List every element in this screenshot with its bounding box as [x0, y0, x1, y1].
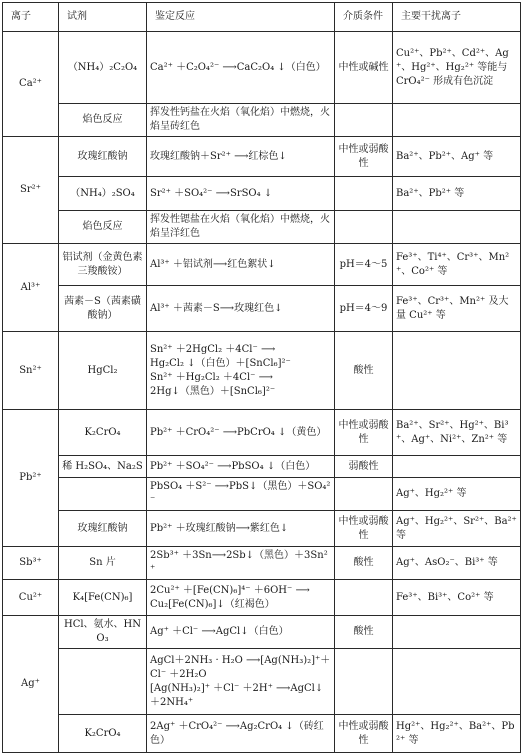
reagent-cell: 焰色反应: [59, 211, 147, 244]
interference-cell: [393, 211, 521, 244]
header-reaction: 鉴定反应: [147, 3, 335, 32]
table-row: [3, 104, 521, 137]
interference-cell: Ba²⁺、Pb²⁺、Ag⁺ 等: [393, 137, 521, 177]
reaction-cell: [147, 286, 335, 332]
condition-cell: [335, 649, 393, 715]
table-row: [3, 244, 521, 286]
reagent-cell: 茜素－S（茜素磺酸钠）: [59, 286, 147, 332]
reaction-cell: [147, 715, 335, 753]
interference-cell: [393, 649, 521, 715]
reaction-cell: [147, 478, 335, 511]
table-row: [3, 332, 521, 410]
condition-cell: pH＝4～9: [335, 286, 393, 332]
reaction-line: Pb²⁺ ＋CrO₄²⁻ ⟶PbCrO₄ ↓（黄色）: [150, 426, 327, 438]
reaction-cell: [147, 104, 335, 137]
condition-cell: [335, 580, 393, 616]
reagent-cell: 玫瑰红酸钠: [59, 137, 147, 177]
ion-cell: Ca²⁺: [3, 32, 59, 137]
reaction-line: ＋2NH₄⁺: [150, 696, 194, 708]
reaction-line: Ag⁺ ＋Cl⁻ ⟶AgCl↓（白色）: [150, 626, 289, 637]
reaction-line: 2Cu²⁺ ＋[Fe(CN)₆]⁴⁻ ＋6OH⁻ ⟶: [150, 584, 310, 596]
reaction-line: Sn²⁺ ＋2HgCl₂ ＋4Cl⁻ ⟶: [150, 343, 276, 355]
ion-cell: Sn²⁺: [3, 332, 59, 410]
interference-cell: Ag⁺、AsO₂⁻、Bi³⁺ 等: [393, 547, 521, 580]
interference-cell: Fe³⁺、Ti⁴⁺、Cr³⁺、Mn²⁺、Co²⁺ 等: [393, 244, 521, 286]
table-row: [3, 137, 521, 177]
interference-cell: Hg²⁺、Hg₂²⁺、Ba²⁺、Pb²⁺ 等: [393, 715, 521, 753]
reaction-line: 2Hg↓（黑色）＋[SnCl₆]²⁻: [150, 385, 276, 397]
table-row: [3, 649, 521, 715]
table-row: [3, 32, 521, 104]
header-interference: 主要干扰离子: [393, 3, 521, 32]
table-row: [3, 456, 521, 478]
reagent-cell: HCl、氨水、HNO₃: [59, 616, 147, 649]
reaction-cell: [147, 32, 335, 104]
condition-cell: 中性或弱酸性: [335, 410, 393, 456]
header-reagent: 试剂: [59, 3, 147, 32]
table-row: [3, 211, 521, 244]
reaction-cell: [147, 616, 335, 649]
reagent-cell: 焰色反应: [59, 104, 147, 137]
reagent-cell: （NH₄）₂SO₄: [59, 177, 147, 211]
condition-cell: [335, 211, 393, 244]
reaction-line: PbSO₄ ＋S²⁻ ⟶PbS↓（黑色）＋SO₄²⁻: [150, 481, 331, 506]
reagent-cell: 铝试剂（金黄色素三羧酸铵）: [59, 244, 147, 286]
reaction-line: Hg₂Cl₂ ↓（白色）＋[SnCl₆]²⁻: [150, 357, 291, 369]
condition-cell: pH＝4～5: [335, 244, 393, 286]
condition-cell: [335, 177, 393, 211]
ion-cell: Pb²⁺: [3, 410, 59, 547]
reaction-line: Cu₂[Fe(CN)₆]↓（红褐色）: [150, 598, 275, 610]
ion-cell: Al³⁺: [3, 244, 59, 332]
table-row: [3, 177, 521, 211]
reaction-cell: [147, 410, 335, 456]
interference-cell: [393, 104, 521, 137]
ion-identification-table: [2, 2, 521, 753]
reaction-cell: [147, 332, 335, 410]
reaction-cell: [147, 177, 335, 211]
reaction-line: Pb²⁺ ＋SO₄²⁻ ⟶PbSO₄ ↓（白色）: [150, 460, 316, 472]
reagent-cell: K₂CrO₄: [59, 410, 147, 456]
reagent-cell: [59, 649, 147, 715]
reaction-line: Al³⁺ ＋茜素－S⟶玫瑰红色↓: [150, 302, 283, 314]
interference-cell: Ba²⁺、Sr²⁺、Hg²⁺、Bi³⁺、Ag⁺、Ni²⁺、Zn²⁺ 等: [393, 410, 521, 456]
interference-cell: Fe³⁺、Bi³⁺、Co²⁺ 等: [393, 580, 521, 616]
table-row: [3, 715, 521, 753]
reaction-line: 2Sb³⁺ ＋3Sn⟶2Sb↓（黑色）＋3Sn²⁺: [150, 550, 328, 575]
condition-cell: 酸性: [335, 616, 393, 649]
table-row: [3, 478, 521, 511]
interference-cell: Cu²⁺、Pb²⁺、Cd²⁺、Ag⁺、Hg²⁺、Hg₂²⁺ 等能与 CrO₄²⁻ 形成有色沉淀: [393, 32, 521, 104]
condition-cell: 中性或弱酸性: [335, 511, 393, 547]
reaction-line: [Ag(NH₃)₂]⁺ ＋Cl⁻ ＋2H⁺ ⟶AgCl↓: [150, 682, 324, 694]
reaction-cell: [147, 649, 335, 715]
table-row: [3, 547, 521, 580]
condition-cell: [335, 104, 393, 137]
reaction-cell: [147, 211, 335, 244]
reagent-cell: 玫瑰红酸钠: [59, 511, 147, 547]
reaction-line: 2Ag⁺ ＋CrO₄²⁻ ⟶Ag₂CrO₄ ↓（砖红色）: [150, 720, 324, 746]
condition-cell: 酸性: [335, 332, 393, 410]
table-row: [3, 410, 521, 456]
table-row: [3, 616, 521, 649]
condition-cell: 中性或弱酸性: [335, 715, 393, 753]
condition-cell: 中性或碱性: [335, 32, 393, 104]
reaction-cell: [147, 456, 335, 478]
table-row: [3, 580, 521, 616]
reaction-line: Sn²⁺ ＋Hg₂Cl₂ ＋4Cl⁻ ⟶: [150, 371, 273, 383]
header-row: [3, 3, 521, 32]
condition-cell: [335, 478, 393, 511]
table-body: [3, 32, 521, 753]
header-ion: 离子: [3, 3, 59, 32]
ion-identification-document: [2, 2, 520, 753]
condition-cell: 弱酸性: [335, 456, 393, 478]
table-row: [3, 511, 521, 547]
reagent-cell: （NH₄）₂C₂O₄: [59, 32, 147, 104]
interference-cell: [393, 332, 521, 410]
reaction-cell: [147, 137, 335, 177]
header-condition: 介质条件: [335, 3, 393, 32]
reaction-cell: [147, 547, 335, 580]
interference-cell: Ag⁺、Hg₂²⁺、Sr²⁺、Ba²⁺ 等: [393, 511, 521, 547]
interference-cell: Ag⁺、Hg₂²⁺ 等: [393, 478, 521, 511]
reaction-line: Sr²⁺ ＋SO₄²⁻ ⟶SrSO₄ ↓: [150, 187, 273, 199]
interference-cell: Fe³⁺、Cr³⁺、Mn²⁺ 及大量 Cu²⁺ 等: [393, 286, 521, 332]
reaction-line: 挥发性锶盐在火焰（氧化焰）中燃烧，火焰呈洋红色: [150, 214, 330, 239]
reaction-line: AgCl＋2NH₃ · H₂O ⟶[Ag(NH₃)₂]⁺＋: [150, 654, 331, 666]
ion-cell: Sb³⁺: [3, 547, 59, 580]
reaction-line: 挥发性钙盐在火焰（氧化焰）中燃烧，火焰呈砖红色: [150, 107, 330, 132]
reaction-cell: [147, 580, 335, 616]
reaction-line: Pb²⁺ ＋玫瑰红酸钠⟶紫红色↓: [150, 522, 289, 534]
interference-cell: [393, 616, 521, 649]
interference-cell: Ba²⁺、Pb²⁺ 等: [393, 177, 521, 211]
condition-cell: 中性或弱酸性: [335, 137, 393, 177]
ion-cell: Ag⁺: [3, 616, 59, 753]
reaction-line: 玫瑰红酸钠＋Sr²⁺ ⟶红棕色↓: [150, 150, 287, 162]
reaction-cell: [147, 244, 335, 286]
reaction-line: Cl⁻ ＋2H₂O: [150, 668, 207, 680]
reagent-cell: Sn 片: [59, 547, 147, 580]
reagent-cell: K₂CrO₄: [59, 715, 147, 753]
ion-cell: Cu²⁺: [3, 580, 59, 616]
reagent-cell: K₄[Fe(CN)₆]: [59, 580, 147, 616]
table-row: [3, 286, 521, 332]
reaction-line: Al³⁺ ＋铝试剂⟶红色絮状↓: [150, 258, 276, 270]
reagent-cell: [59, 478, 147, 511]
reagent-cell: 稀 H₂SO₄、Na₂S: [59, 456, 147, 478]
ion-cell: Sr²⁺: [3, 137, 59, 244]
reagent-cell: HgCl₂: [59, 332, 147, 410]
condition-cell: 酸性: [335, 547, 393, 580]
reaction-cell: [147, 511, 335, 547]
reaction-line: Ca²⁺ ＋C₂O₄²⁻ ⟶CaC₂O₄ ↓（白色）: [150, 61, 326, 73]
interference-cell: [393, 456, 521, 478]
